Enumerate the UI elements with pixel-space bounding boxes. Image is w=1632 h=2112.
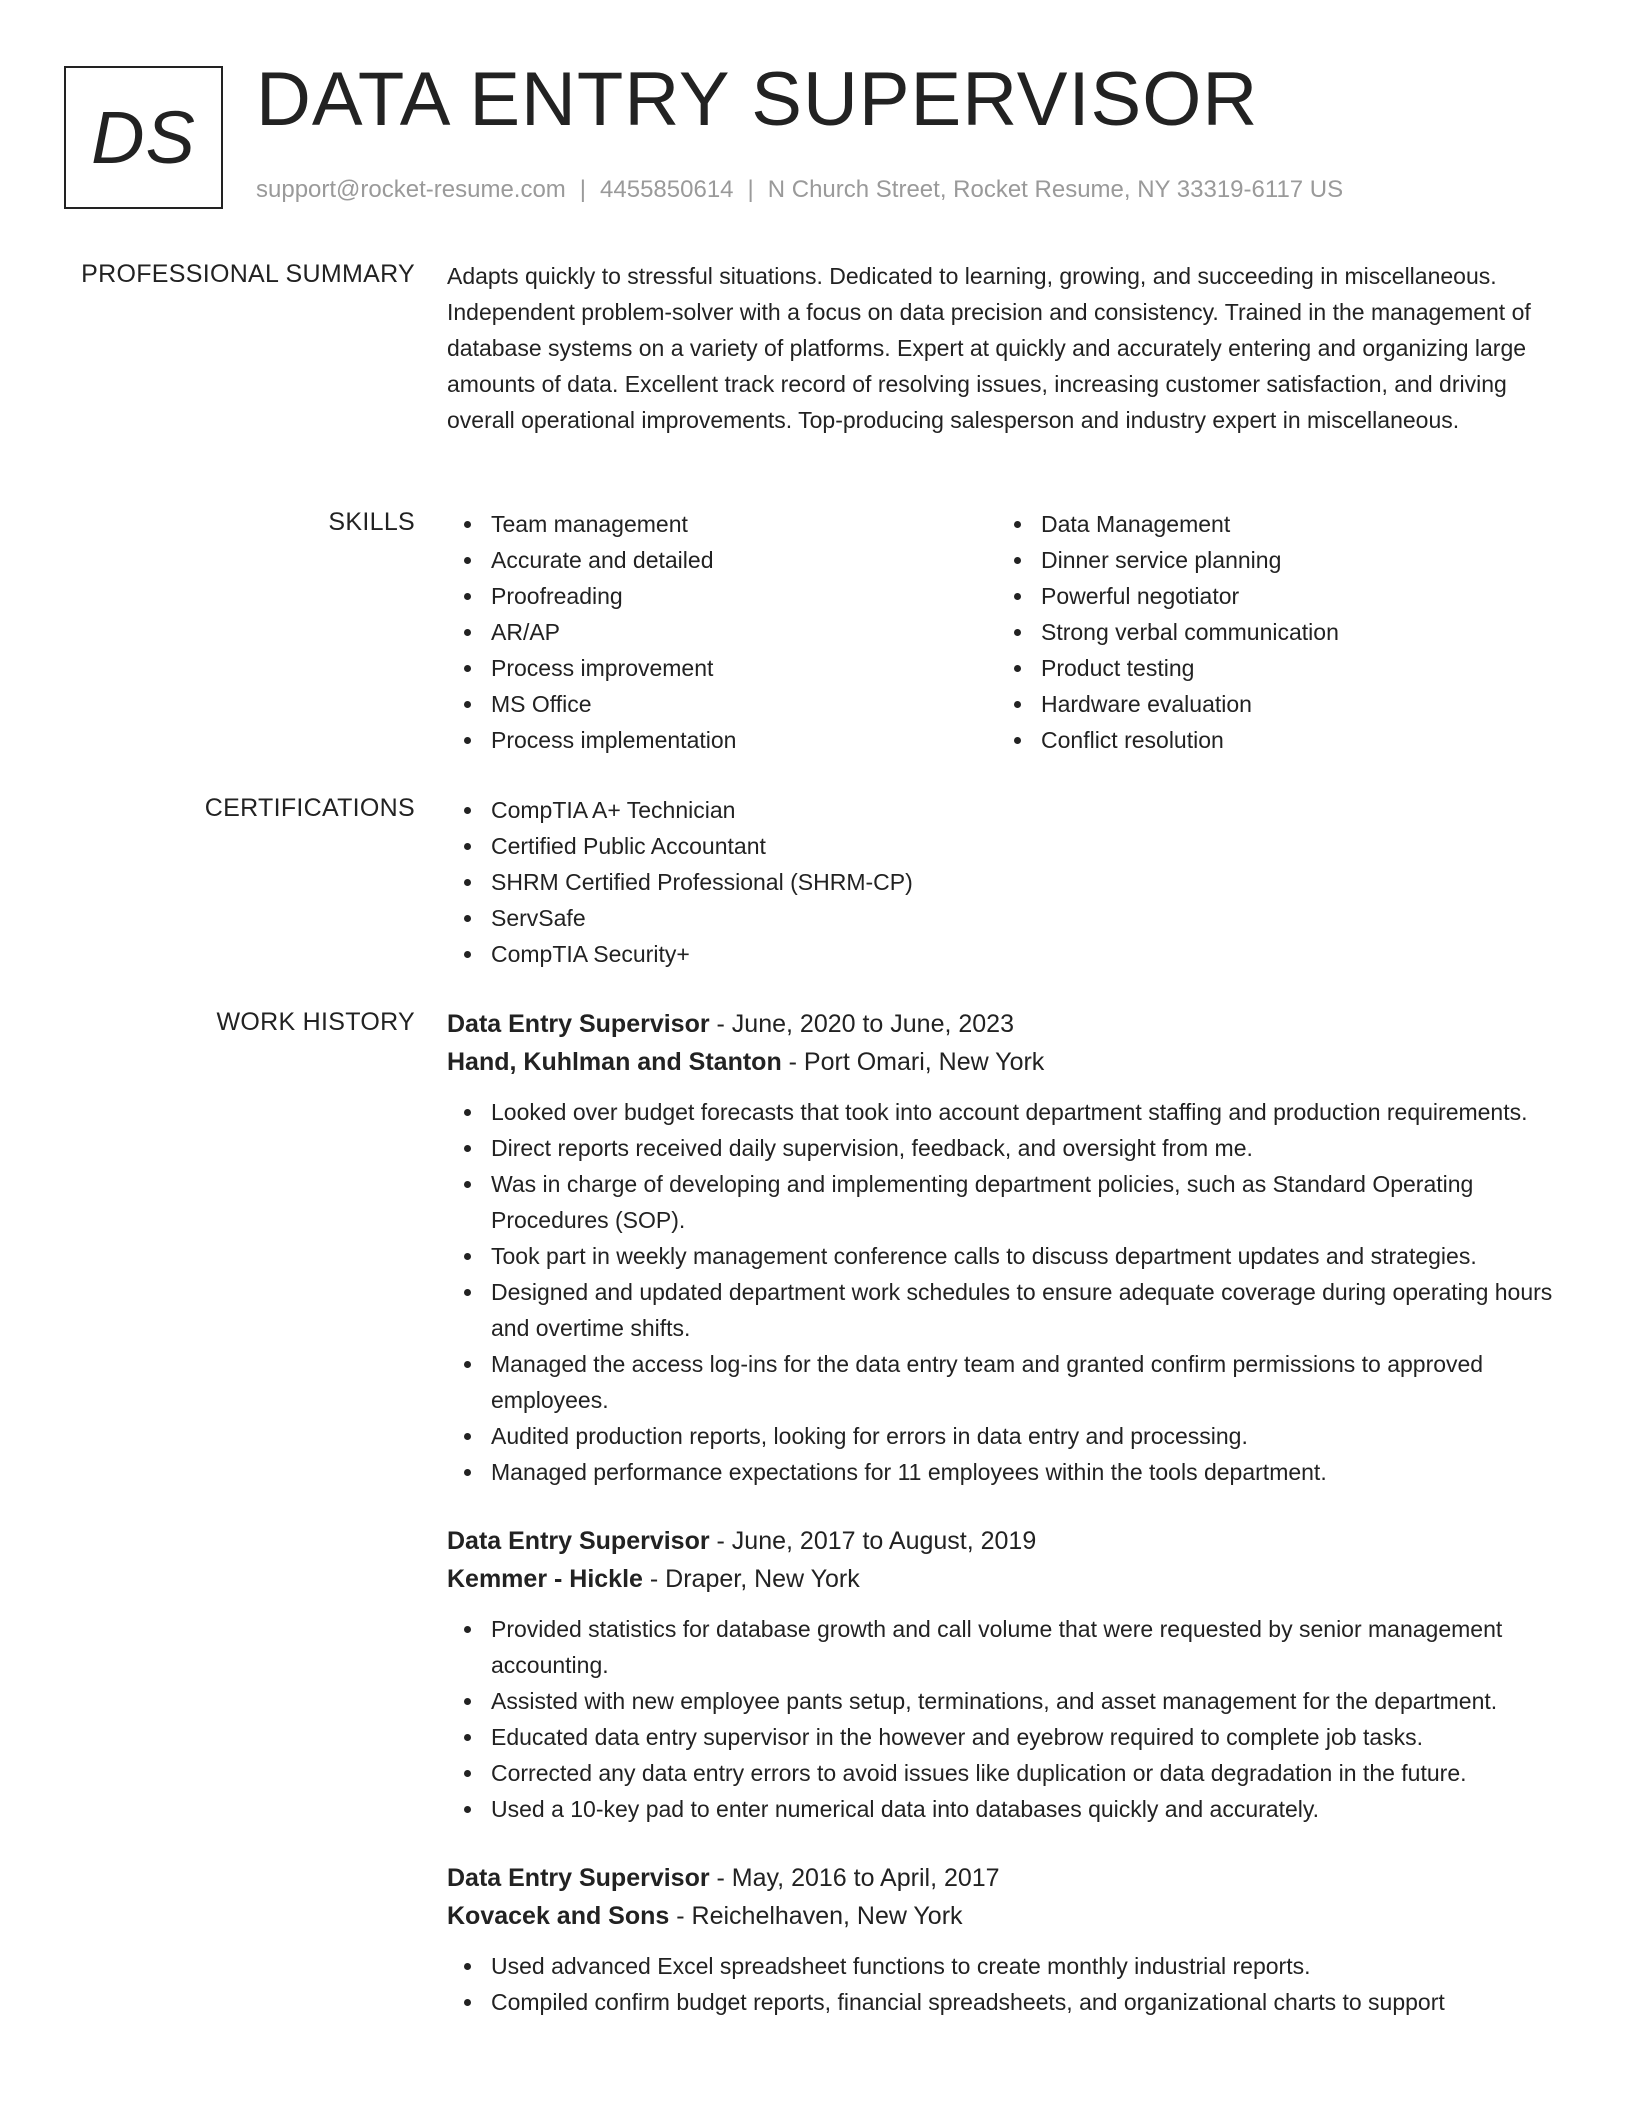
certification-item: SHRM Certified Professional (SHRM-CP) [447,864,1567,900]
skill-item: Powerful negotiator [997,578,1537,614]
job-duty-item: Assisted with new employee pants setup, terminations, and asset management for the department. [447,1683,1567,1719]
job-company: Kemmer - Hickle [447,1565,643,1593]
skills-heading: SKILLS [328,508,415,536]
job-company-line [447,1560,1567,1598]
job-duty-item: Designed and updated department work schedules to ensure adequate coverage during operating hours and overtime shifts. [447,1274,1567,1346]
contact-address: N Church Street, Rocket Resume, NY 33319-6117 US [767,176,1344,203]
job-duty-item: Direct reports received daily supervision, feedback, and oversight from me. [447,1130,1567,1166]
skill-item: Team management [447,506,987,542]
job-duty-item: Used a 10-key pad to enter numerical data into databases quickly and accurately. [447,1791,1567,1827]
work-history-heading: WORK HISTORY [216,1008,415,1036]
job-title: Data Entry Supervisor [447,1527,710,1555]
summary-heading: PROFESSIONAL SUMMARY [81,260,415,288]
job-title: Data Entry Supervisor [447,1864,710,1892]
certification-item: ServSafe [447,900,1567,936]
skill-item: AR/AP [447,614,987,650]
skill-item: Strong verbal communication [997,614,1537,650]
job-duties [447,1948,1567,2020]
job-entry [447,1859,1567,2020]
contact-email: support@rocket-resume.com [256,176,566,203]
job-location: - Port Omari, New York [781,1048,1045,1076]
job-duties [447,1611,1567,1827]
contact-separator: | [747,176,754,203]
certification-item: CompTIA Security+ [447,936,1567,972]
job-duty-item: Used advanced Excel spreadsheet functions to create monthly industrial reports. [447,1948,1567,1984]
page-title: DATA ENTRY SUPERVISOR [256,57,1259,142]
job-duties [447,1094,1567,1490]
certifications-heading: CERTIFICATIONS [204,794,415,822]
summary-text: Adapts quickly to stressful situations. Dedicated to learning, growing, and succeeding in miscellaneous. Independent problem-solver with a focus on data precision and consistency. Trained in the management of database systems on a variety of platforms. Expert at quickly and accurately entering and organizing large amounts of data. Excellent track record of resolving issues, increasing customer satisfaction, and driving overall operational improvements. Top-producing salesperson and industry expert in miscellaneous. [447,263,1531,433]
work-history [447,1005,1567,2052]
job-dates: - June, 2017 to August, 2019 [709,1527,1037,1555]
job-duty-item: Provided statistics for database growth and call volume that were requested by senior management accounting. [447,1611,1567,1683]
skill-item: Process implementation [447,722,987,758]
job-company: Hand, Kuhlman and Stanton [447,1048,782,1076]
certification-item: Certified Public Accountant [447,828,1567,864]
certifications-list [447,792,1567,972]
job-duty-item: Was in charge of developing and implementing department policies, such as Standard Operating Procedures (SOP). [447,1166,1567,1238]
job-entry [447,1005,1567,1490]
skill-item: MS Office [447,686,987,722]
skill-item: Process improvement [447,650,987,686]
job-company-line [447,1897,1567,1935]
job-location: - Reichelhaven, New York [669,1902,963,1930]
contact-line [256,176,1343,204]
contact-phone: 4455850614 [600,176,734,203]
skill-item: Dinner service planning [997,542,1537,578]
skill-item: Accurate and detailed [447,542,987,578]
job-entry [447,1522,1567,1827]
skills-column-left [447,506,987,758]
monogram-logo: DS [64,66,223,209]
job-duty-item: Took part in weekly management conference calls to discuss department updates and strategies. [447,1238,1567,1274]
job-duty-item: Educated data entry supervisor in the however and eyebrow required to complete job tasks. [447,1719,1567,1755]
job-title-line [447,1859,1567,1897]
job-title-line [447,1522,1567,1560]
skill-item: Product testing [997,650,1537,686]
skill-item: Hardware evaluation [997,686,1537,722]
skills-column-right [997,506,1537,758]
job-duty-item: Corrected any data entry errors to avoid issues like duplication or data degradation in the future. [447,1755,1567,1791]
skill-item: Data Management [997,506,1537,542]
job-title-line [447,1005,1567,1043]
job-company-line [447,1043,1567,1081]
job-location: - Draper, New York [642,1565,860,1593]
job-duty-item: Looked over budget forecasts that took into account department staffing and production requirements. [447,1094,1567,1130]
job-duty-item: Managed the access log-ins for the data entry team and granted confirm permissions to approved employees. [447,1346,1567,1418]
job-dates: - June, 2020 to June, 2023 [709,1010,1014,1038]
certification-item: CompTIA A+ Technician [447,792,1567,828]
job-duty-item: Managed performance expectations for 11 employees within the tools department. [447,1454,1567,1490]
skills-list [447,506,1567,766]
job-duty-item: Audited production reports, looking for errors in data entry and processing. [447,1418,1567,1454]
job-company: Kovacek and Sons [447,1902,670,1930]
job-duty-item: Compiled confirm budget reports, financial spreadsheets, and organizational charts to support [447,1984,1567,2020]
job-dates: - May, 2016 to April, 2017 [709,1864,1000,1892]
contact-separator: | [579,176,587,203]
skill-item: Proofreading [447,578,987,614]
skill-item: Conflict resolution [997,722,1537,758]
job-title: Data Entry Supervisor [447,1010,710,1038]
